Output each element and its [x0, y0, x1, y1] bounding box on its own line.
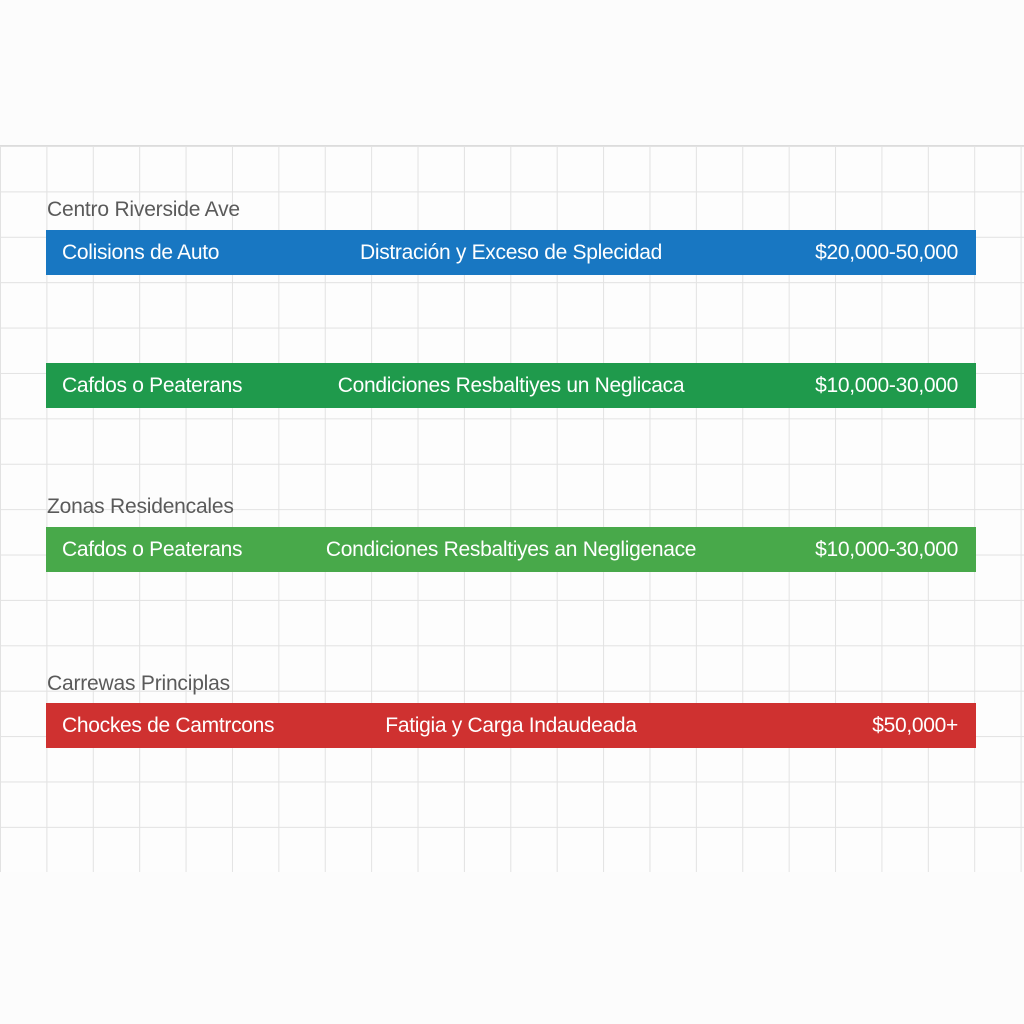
bottom-margin	[0, 872, 1024, 1024]
table-row	[46, 527, 976, 572]
accident-type: Cafdos o Peaterans	[62, 374, 243, 397]
table-row	[46, 230, 976, 275]
compensation-range: $50,000+	[872, 714, 958, 737]
accident-cause: Fatigia y Carga Indaudeada	[385, 714, 637, 737]
section-title-centro-riverside: Centro Riverside Ave	[47, 198, 240, 221]
compensation-range: $10,000-30,000	[815, 538, 958, 561]
accident-type: Chockes de Camtrcons	[62, 714, 275, 737]
compensation-range: $10,000-30,000	[815, 374, 958, 397]
table-row	[46, 363, 976, 408]
compensation-range: $20,000-50,000	[815, 241, 958, 264]
accident-cause: Distración y Exceso de Splecidad	[359, 241, 663, 264]
section-title-zonas-residenciales: Zonas Residencales	[47, 495, 234, 518]
table-row	[46, 703, 976, 748]
accident-type: Cafdos o Peaterans	[62, 538, 243, 561]
accident-type: Colisions de Auto	[62, 241, 220, 264]
accident-cause: Condiciones Resbaltiyes un Neglicaca	[337, 374, 685, 397]
accident-cause: Condiciones Resbaltiyes an Negligenace	[325, 538, 697, 561]
top-margin	[0, 0, 1024, 145]
section-title-carreteras-principales: Carrewas Principlas	[47, 672, 230, 695]
